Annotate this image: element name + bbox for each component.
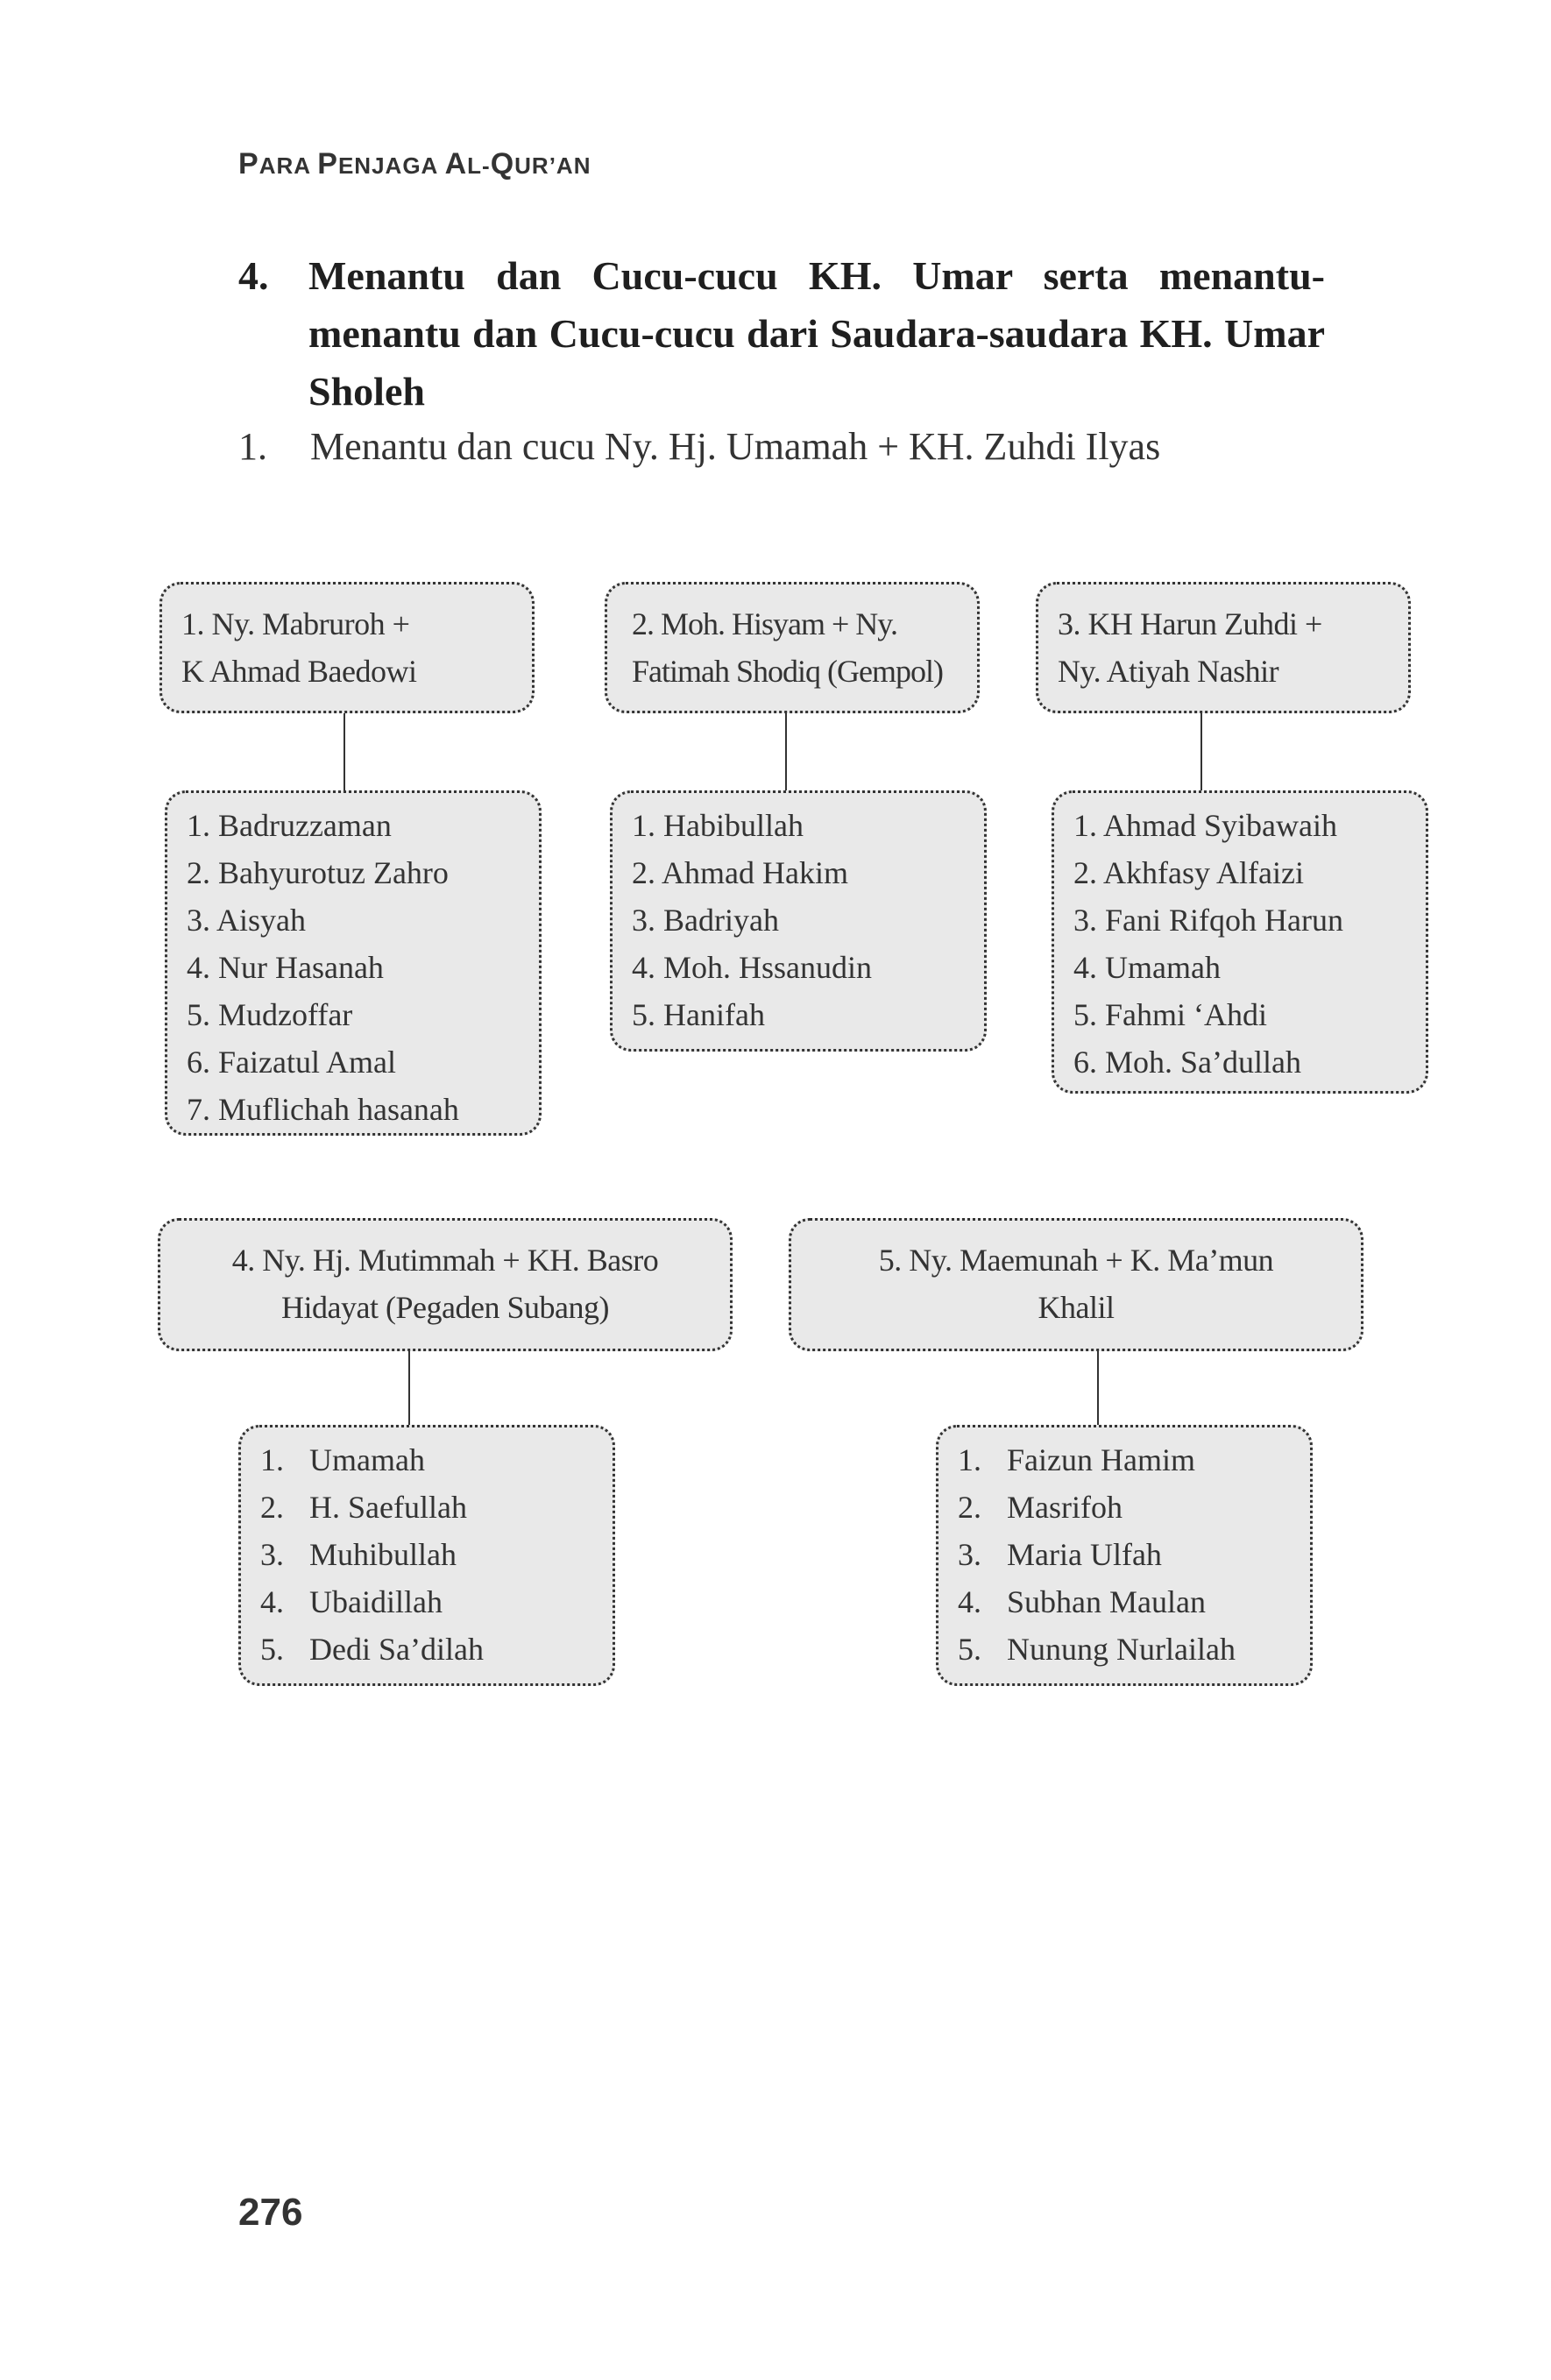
family-4-parents: 4. Ny. Hj. Mutimmah + KH. Basro Hidayat (Pegaden Subang) <box>158 1218 733 1351</box>
child-item: 5. Nunung Nurlailah <box>958 1632 1236 1667</box>
family-5-connector <box>1097 1351 1099 1425</box>
child-item: 7. Muflichah hasanah <box>187 1092 459 1127</box>
family-2-parents: 2. Moh. Hisyam + Ny. Fatimah Shodiq (Gempol) <box>605 582 980 713</box>
child-item: 3. Maria Ulfah <box>958 1537 1162 1572</box>
child-item: 1. Badruzzaman <box>187 808 392 843</box>
child-item: 4. Nur Hasanah <box>187 950 384 985</box>
subsection-number: 1. <box>238 425 267 468</box>
child-item: 3. Muhibullah <box>260 1537 457 1572</box>
child-item: 1. Umamah <box>260 1442 425 1477</box>
family-4-children <box>238 1425 615 1686</box>
child-item: 4. Moh. Hssanudin <box>632 950 873 985</box>
family-3-children <box>1052 790 1428 1094</box>
section-title: Menantu dan Cucu-cucu KH. Umar serta menantu-menantu dan Cucu-cucu dari Saudara-saudara KH. Umar Sholeh <box>308 253 1325 414</box>
child-item: 4. Ubaidillah <box>260 1584 443 1619</box>
child-item: 6. Moh. Sa’dullah <box>1073 1045 1301 1080</box>
child-item: 1. Ahmad Syibawaih <box>1073 808 1337 843</box>
family-2-connector <box>785 713 787 790</box>
child-item: 3. Aisyah <box>187 903 307 938</box>
child-item: 5. Dedi Sa’dilah <box>260 1632 484 1667</box>
child-item: 5. Hanifah <box>632 997 765 1032</box>
family-1-children <box>165 790 542 1136</box>
child-item: 5. Fahmi ‘Ahdi <box>1073 997 1267 1032</box>
child-item: 4. Umamah <box>1073 950 1221 985</box>
child-item: 5. Mudzoffar <box>187 997 353 1032</box>
child-item: 3. Badriyah <box>632 903 779 938</box>
subsection-title: Menantu dan cucu Ny. Hj. Umamah + KH. Zuhdi Ilyas <box>310 425 1161 468</box>
section-number: 4. <box>238 253 269 298</box>
family-1-connector <box>343 713 345 790</box>
family-2-children <box>610 790 987 1052</box>
page-number: 276 <box>238 2191 303 2234</box>
family-5-children <box>936 1425 1313 1686</box>
child-item: 2. Bahyurotuz Zahro <box>187 855 449 890</box>
family-3-parents: 3. KH Harun Zuhdi + Ny. Atiyah Nashir <box>1036 582 1411 713</box>
family-5-parents: 5. Ny. Maemunah + K. Ma’mun Khalil <box>789 1218 1363 1351</box>
child-item: 1. Habibullah <box>632 808 804 843</box>
family-4-connector <box>408 1351 410 1425</box>
child-item: 2. Akhfasy Alfaizi <box>1073 855 1304 890</box>
section-heading <box>238 247 1325 421</box>
family-3-connector <box>1200 713 1202 790</box>
running-head: PARA PENJAGA AL-QUR’AN <box>238 147 591 181</box>
family-1-parents: 1. Ny. Mabruroh + K Ahmad Baedowi <box>159 582 535 713</box>
child-item: 2. Masrifoh <box>958 1490 1123 1525</box>
child-item: 6. Faizatul Amal <box>187 1045 396 1080</box>
child-item: 1. Faizun Hamim <box>958 1442 1195 1477</box>
child-item: 2. H. Saefullah <box>260 1490 467 1525</box>
subsection-heading <box>238 424 1160 469</box>
child-item: 4. Subhan Maulan <box>958 1584 1206 1619</box>
child-item: 3. Fani Rifqoh Harun <box>1073 903 1343 938</box>
child-item: 2. Ahmad Hakim <box>632 855 848 890</box>
